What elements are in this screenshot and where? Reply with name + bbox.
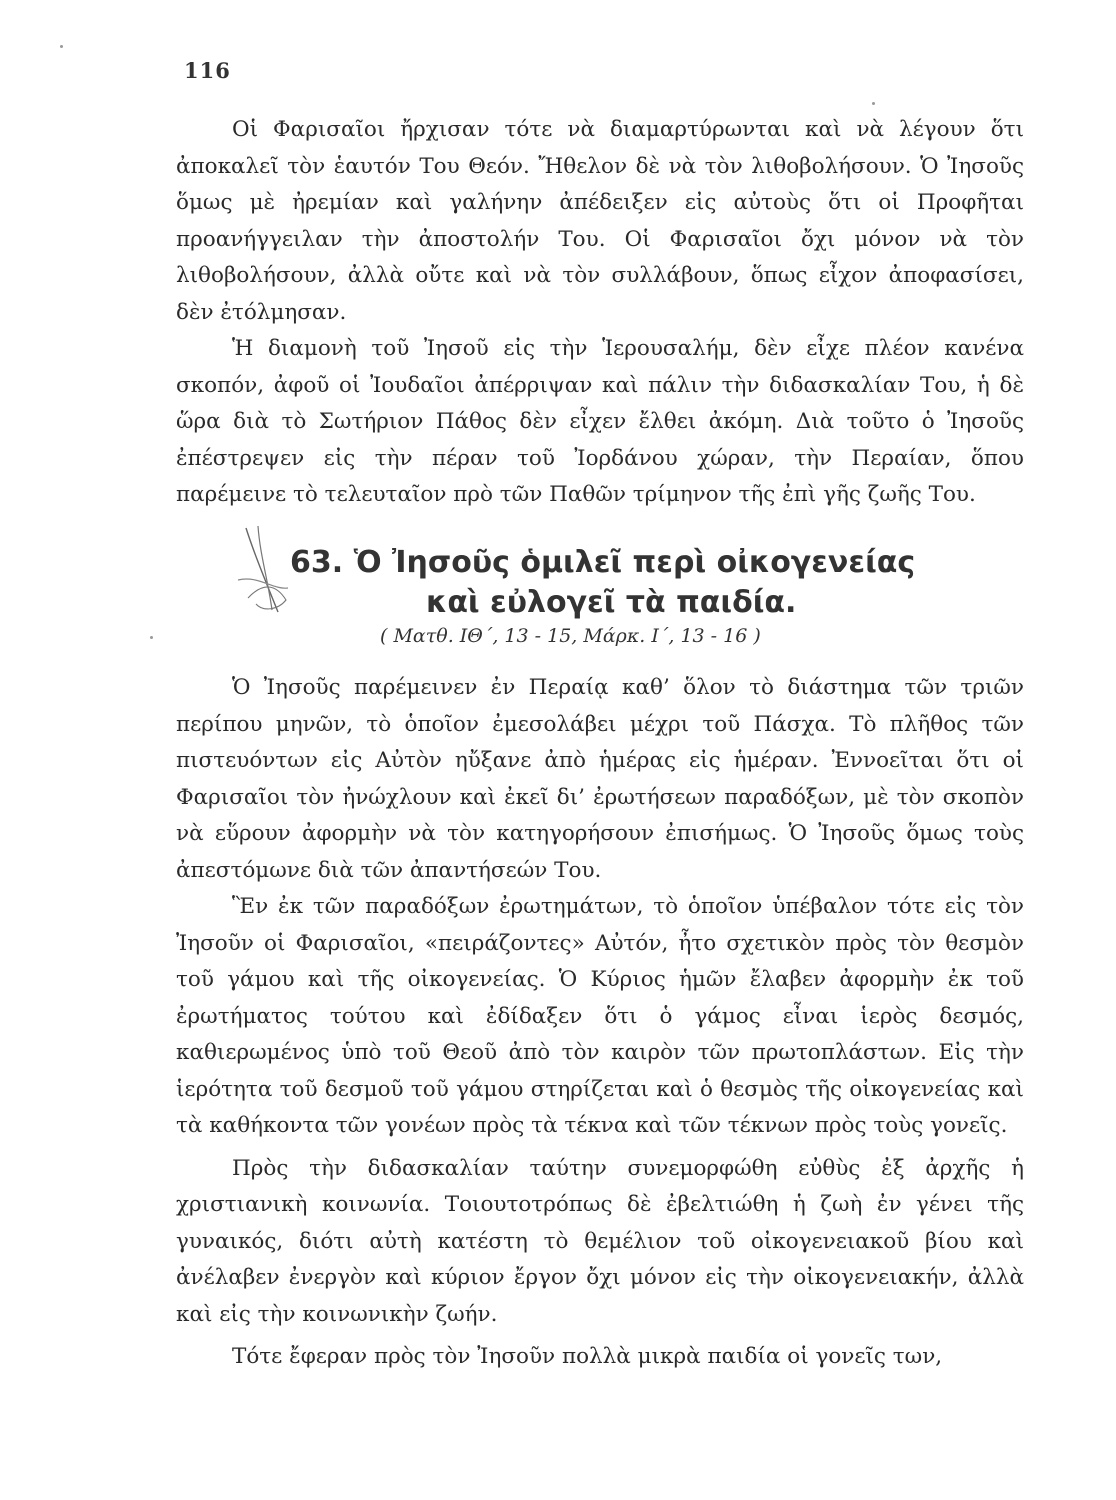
chapter-title-line-2: καὶ εὐλογεῖ τὰ παιδία. <box>426 585 797 620</box>
paper-speck <box>60 45 63 48</box>
paper-speck <box>872 102 875 105</box>
paragraph: Τότε ἔφεραν πρὸς τὸν Ἰησοῦν πολλὰ μικρὰ παιδία οἱ γονεῖς των, <box>232 1344 943 1369</box>
page-number: 116 <box>184 58 231 83</box>
paragraph: Ὁ Ἰησοῦς παρέμεινεν ἐν Περαίᾳ καθ’ ὅλον τὸ διάστημα τῶν τριῶν περίπου μηνῶν, τὸ ὁποῖον ἐμεσολάβει μέχρι τοῦ Πάσχα. Τὸ πλῆθος τῶν πιστευόντων εἰς Αὐτὸν ηὔξανε ἀπὸ ἡμέρας εἰς ἡμέραν. Ἐννοεῖται ὅτι οἱ Φαρισαῖοι τὸν ἠνώχλουν καὶ ἐκεῖ δι’ ἐρωτήσεων παραδόξων, μὲ τὸν σκοπὸν νὰ εὕρουν ἀφορμὴν νὰ τὸν κατηγορήσουν ἐπισήμως. Ὁ Ἰησοῦς ὅμως τοὺς ἀπεστόμωνε διὰ τῶν ἀπαντήσεών Του. <box>176 675 1024 883</box>
paragraph: Ἡ διαμονὴ τοῦ Ἰησοῦ εἰς τὴν Ἱερουσαλήμ, δὲν εἶχε πλέον κανένα σκοπόν, ἀφοῦ οἱ Ἰουδαῖοι ἀπέρριψαν καὶ πάλιν τὴν διδασκαλίαν Του, ἡ δὲ ὥρα διὰ τὸ Σωτήριον Πάθος δὲν εἶχεν ἔλθει ἀκόμη. Διὰ τοῦτο ὁ Ἰησοῦς ἐπέστρεψεν εἰς τὴν πέραν τοῦ Ἰορδάνου χώραν, τὴν Περαίαν, ὅπου παρέμεινε τὸ τελευταῖον πρὸ τῶν Παθῶν τρίμηνον τῆς ἐπὶ γῆς ζωῆς Του. <box>176 336 1024 507</box>
paragraph: Πρὸς τὴν διδασκαλίαν ταύτην συνεμορφώθη εὐθὺς ἐξ ἀρχῆς ἡ χριστιανικὴ κοινωνία. Τοιουτοτρόπως δὲ ἐβελτιώθη ἡ ζωὴ ἐν γένει τῆς γυναικός, διότι αὐτὴ κατέστη τὸ θεμέλιον τοῦ οἰκογενειακοῦ βίου καὶ ἀνέλαβεν ἐνεργὸν καὶ κύριον ἔργον ὄχι μόνον εἰς τὴν οἰκογενειακήν, ἀλλὰ καὶ εἰς τὴν κοινωνικὴν ζωήν. <box>176 1155 1024 1327</box>
body-text-section-2 <box>176 670 1024 1376</box>
paragraph: Ἓν ἐκ τῶν παραδόξων ἐρωτημάτων, τὸ ὁποῖον ὑπέβαλον τότε εἰς τὸν Ἰησοῦν οἱ Φαρισαῖοι, «πειράζοντες» Αὐτόν, ἦτο σχετικὸν πρὸς τὸν θεσμὸν τοῦ γάμου καὶ τῆς οἰκογενείας. Ὁ Κύριος ἡμῶν ἔλαβεν ἀφορμὴν ἐκ τοῦ ἐρωτήματος τούτου καὶ ἐδίδαξεν ὅτι ὁ γάμος εἶναι ἱερὸς δεσμός, καθιερωμένος ὑπὸ τοῦ Θεοῦ ἀπὸ τὸν καιρὸν τῶν πρωτοπλάστων. Εἰς τὴν ἱερότητα τοῦ δεσμοῦ τοῦ γάμου στηρίζεται καὶ ὁ θεσμὸς τῆς οἰκογενείας καὶ τὰ καθήκοντα τῶν γονέων πρὸς τὰ τέκνα καὶ τῶν τέκνων πρὸς τοὺς γονεῖς. <box>176 894 1024 1138</box>
paper-speck <box>150 636 153 639</box>
chapter-title-line-1: 63. Ὁ Ἰησοῦς ὁμιλεῖ περὶ οἰκογενείας <box>290 545 916 580</box>
scripture-reference: ( Ματθ. ΙΘ΄, 13 - 15, Μάρκ. Ι΄, 13 - 16 ) <box>380 625 761 647</box>
paragraph: Οἱ Φαρισαῖοι ἤρχισαν τότε νὰ διαμαρτύρωνται καὶ νὰ λέγουν ὅτι ἀποκαλεῖ τὸν ἑαυτόν Του Θεόν. Ἤθελον δὲ νὰ τὸν λιθοβολήσουν. Ὁ Ἰησοῦς ὅμως μὲ ἠρεμίαν καὶ γαλήνην ἀπέδειξεν εἰς αὐτοὺς ὅτι οἱ Προφῆται προανήγγειλαν τὴν ἀποστολήν Του. Οἱ Φαρισαῖοι ὄχι μόνον νὰ τὸν λιθοβολήσουν, ἀλλὰ οὔτε καὶ νὰ τὸν συλλάβουν, ὅπως εἶχον ἀποφασίσει, δὲν ἐτόλμησαν. <box>176 117 1024 325</box>
body-text-section-1 <box>176 112 1024 514</box>
